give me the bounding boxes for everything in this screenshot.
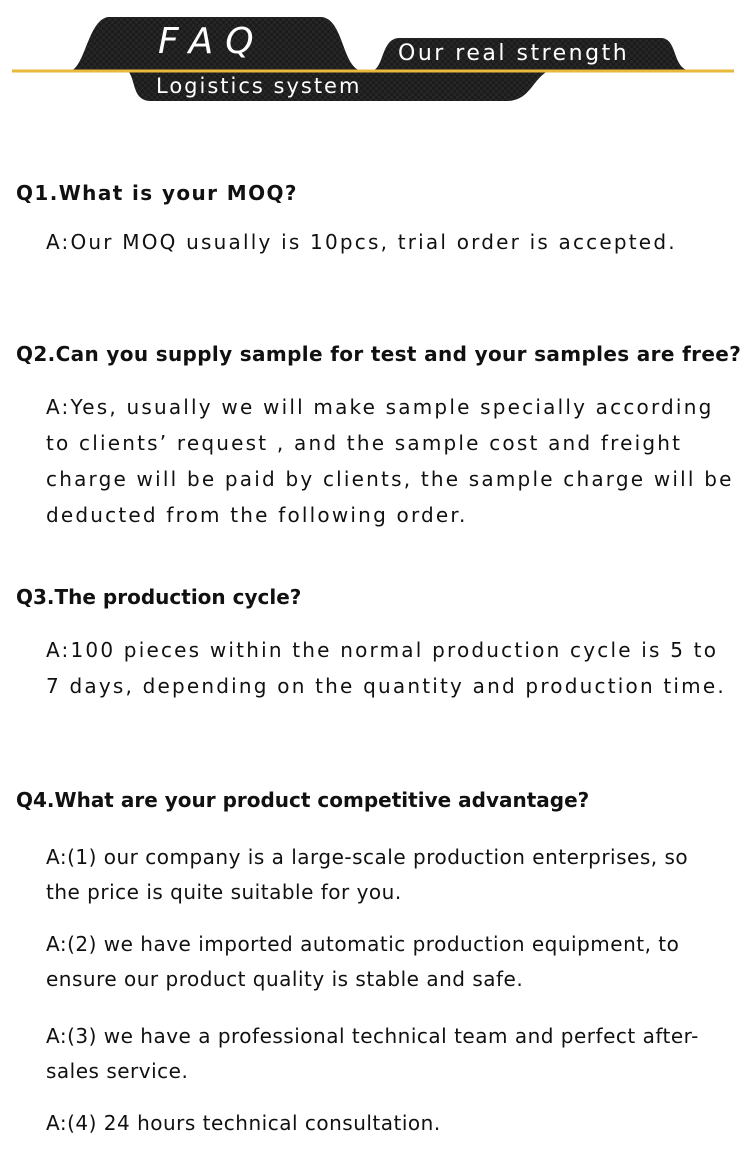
faq-answer-1: A:Our MOQ usually is 10pcs, trial order is accepted. — [46, 230, 677, 254]
banner-strength-label: Our real strength — [398, 41, 630, 66]
faq-question-3: Q3.The production cycle? — [16, 585, 302, 609]
faq-answer-4-2: A:(2) we have imported automatic production equipment, to ensure our product quality is stable and safe. — [46, 932, 680, 991]
faq-answer-2: A:Yes, usually we will make sample specially according to clients’ request , and the sample cost and freight charge will be paid by clients, the sample charge will be deducted from the following order. — [46, 395, 734, 527]
faq-answer-4-4: A:(4) 24 hours technical consultation. — [46, 1111, 441, 1135]
faq-title: FAQ — [158, 21, 266, 62]
faq-question-4: Q4.What are your product competitive advantage? — [16, 788, 590, 812]
banner-graphic — [0, 0, 750, 110]
faq-answer-3: A:100 pieces within the normal production cycle is 5 to 7 days, depending on the quantity and production time. — [46, 638, 726, 698]
faq-question-2: Q2.Can you supply sample for test and your samples are free? — [16, 342, 742, 366]
faq-answer-4-1: A:(1) our company is a large-scale production enterprises, so the price is quite suitable for you. — [46, 845, 689, 904]
faq-question-1: Q1.What is your MOQ? — [16, 181, 298, 205]
faq-banner — [0, 0, 750, 110]
banner-subtitle: Logistics system — [156, 74, 362, 98]
faq-answer-4-3: A:(3) we have a professional technical team and perfect after-sales service. — [46, 1024, 699, 1083]
